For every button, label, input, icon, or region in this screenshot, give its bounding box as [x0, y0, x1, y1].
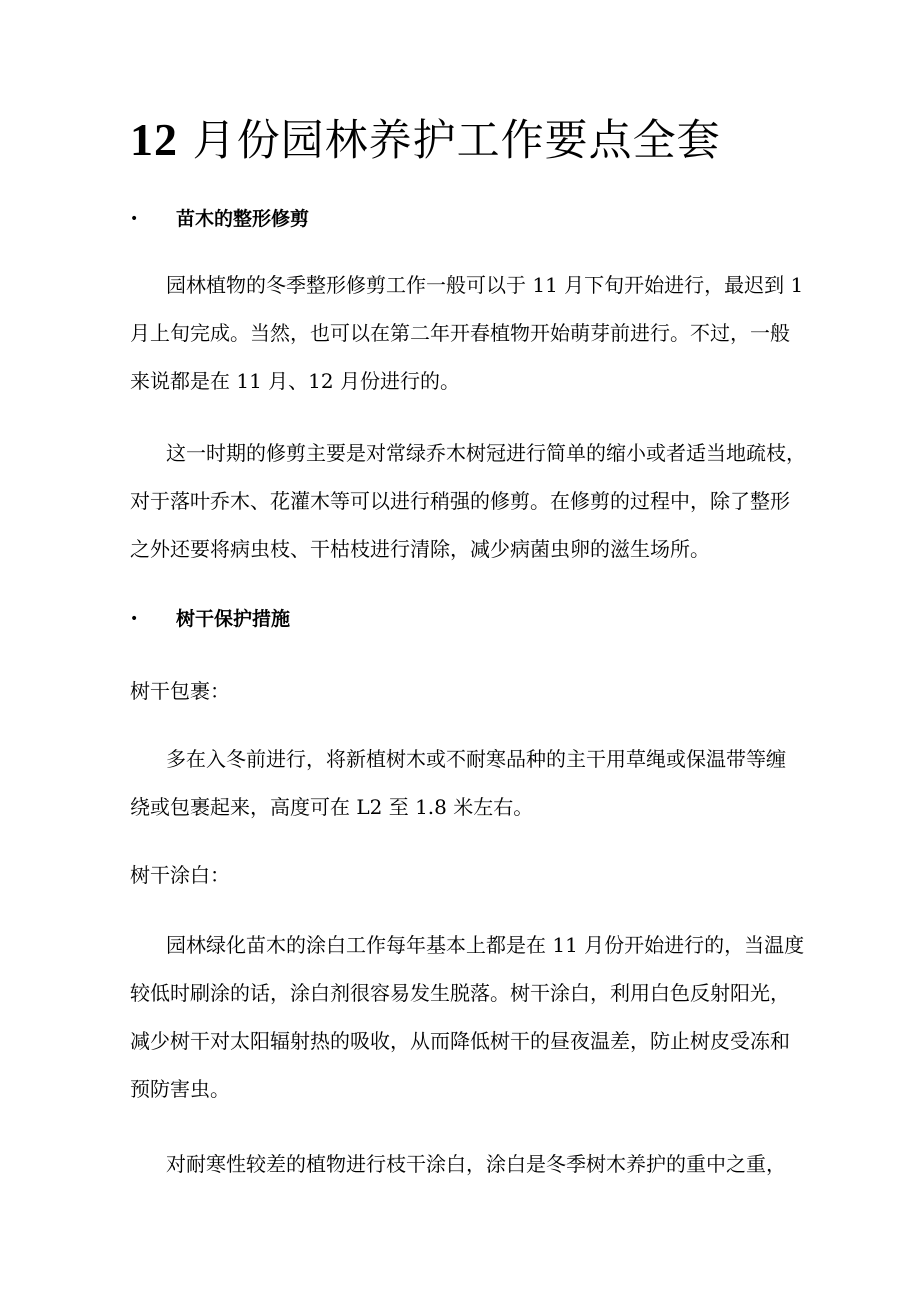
paragraph-line: 对于落叶乔木、花灌木等可以进行稍强的修剪。在修剪的过程中，除了整形 — [130, 489, 790, 513]
paragraph — [130, 429, 806, 573]
paragraph-line: 园林绿化苗木的涂白工作每年基本上都是在 11 月份开始进行的，当温度 — [166, 933, 805, 957]
paragraph-line: 月上旬完成。当然，也可以在第二年开春植物开始萌芽前进行。不过，一般 — [130, 321, 790, 345]
section-heading-text: 苗木的整形修剪 — [176, 208, 310, 230]
subsection-label-paint: 树干涂白： — [130, 863, 230, 887]
paragraph — [130, 1140, 800, 1188]
paragraph-line: 预防害虫。 — [130, 1077, 230, 1101]
paragraph-line: 绕或包裹起来，高度可在 L2 至 1.8 米左右。 — [130, 795, 534, 819]
paragraph-line: 这一时期的修剪主要是对常绿乔木树冠进行简单的缩小或者适当地疏枝， — [166, 441, 806, 465]
page-title-number: 12 — [130, 114, 178, 165]
paragraph-line: 对耐寒性较差的植物进行枝干涂白，涂白是冬季树木养护的重中之重， — [166, 1152, 786, 1176]
paragraph-line: 之外还要将病虫枝、干枯枝进行清除，减少病菌虫卵的滋生场所。 — [130, 537, 710, 561]
paragraph — [130, 735, 800, 831]
paragraph — [130, 261, 804, 405]
section-heading-text: 树干保护措施 — [176, 608, 291, 630]
page-title-text: 月份园林养护工作要点全套 — [178, 116, 721, 166]
page-title — [130, 110, 721, 171]
paragraph-line: 来说都是在 11 月、12 月份进行的。 — [130, 369, 460, 393]
subsection-label-wrap: 树干包裹： — [130, 679, 230, 703]
paragraph-line: 较低时刷涂的话，涂白剂很容易发生脱落。树干涂白，利用白色反射阳光， — [130, 981, 790, 1005]
paragraph-line: 园林植物的冬季整形修剪工作一般可以于 11 月下旬开始进行，最迟到 1 — [166, 273, 804, 297]
bullet-icon: • — [130, 211, 139, 227]
paragraph — [130, 921, 805, 1113]
paragraph-line: 减少树干对太阳辐射热的吸收，从而降低树干的昼夜温差，防止树皮受冻和 — [130, 1029, 790, 1053]
paragraph-line: 多在入冬前进行，将新植树木或不耐寒品种的主干用草绳或保温带等缠 — [166, 747, 786, 771]
bullet-icon: • — [130, 611, 139, 627]
